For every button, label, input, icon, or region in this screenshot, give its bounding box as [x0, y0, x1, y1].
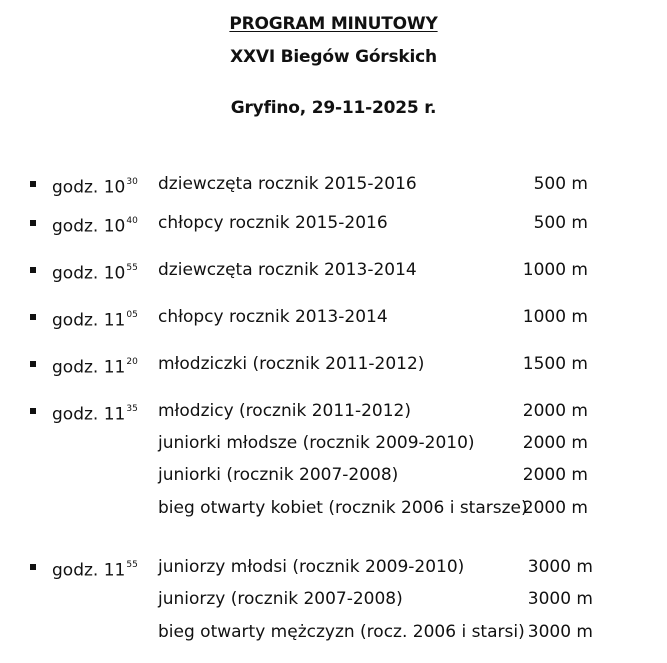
bullet-icon	[30, 267, 36, 273]
distance: 3000 m	[527, 557, 593, 577]
distance: 1000 m	[522, 307, 588, 327]
schedule-row	[0, 258, 667, 282]
category: młodzicy (rocznik 2011-2012)	[158, 401, 411, 421]
category: juniorzy (rocznik 2007-2008)	[158, 589, 403, 609]
category: bieg otwarty mężczyzn (rocz. 2006 i starsi)	[158, 622, 525, 642]
distance: 2000 m	[522, 465, 588, 485]
bullet-icon	[30, 361, 36, 367]
schedule-row	[0, 587, 667, 611]
start-time: godz. $11^{05}$	[52, 310, 138, 331]
distance: 3000 m	[527, 622, 593, 642]
category: dziewczęta rocznik 2015-2016	[158, 174, 417, 194]
category: młodziczki (rocznik 2011-2012)	[158, 354, 425, 374]
distance: 2000 m	[522, 498, 588, 518]
distance: 500 m	[533, 213, 588, 233]
start-time: godz. $11^{55}$	[52, 560, 138, 581]
bullet-icon	[30, 564, 36, 570]
distance: 1000 m	[522, 260, 588, 280]
category: bieg otwarty kobiet (rocznik 2006 i starsze)	[158, 498, 528, 518]
start-time: godz. $11^{35}$	[52, 404, 138, 425]
schedule-row	[0, 496, 667, 520]
document-title: PROGRAM MINUTOWY	[229, 14, 438, 34]
distance: 2000 m	[522, 401, 588, 421]
schedule-row	[0, 352, 667, 376]
distance: 2000 m	[522, 433, 588, 453]
distance: 3000 m	[527, 589, 593, 609]
bullet-icon	[30, 181, 36, 187]
schedule-row	[0, 555, 667, 579]
schedule-row	[0, 463, 667, 487]
category: dziewczęta rocznik 2013-2014	[158, 260, 417, 280]
distance: 1500 m	[522, 354, 588, 374]
start-time: godz. $10^{55}$	[52, 263, 138, 284]
distance: 500 m	[533, 174, 588, 194]
bullet-icon	[30, 314, 36, 320]
category: chłopcy rocznik 2013-2014	[158, 307, 388, 327]
schedule-row	[0, 172, 667, 196]
place-and-date: Gryfino, 29-11-2025 r.	[230, 98, 437, 118]
schedule-row	[0, 399, 667, 423]
schedule-row	[0, 211, 667, 235]
bullet-icon	[30, 220, 36, 226]
schedule-row	[0, 305, 667, 329]
event-name: XXVI Biegów Górskich	[230, 47, 437, 67]
bullet-icon	[30, 408, 36, 414]
category: juniorki (rocznik 2007-2008)	[158, 465, 399, 485]
start-time: godz. $10^{40}$	[52, 216, 138, 237]
category: juniorzy młodsi (rocznik 2009-2010)	[158, 557, 465, 577]
start-time: godz. $10^{30}$	[52, 177, 138, 198]
category: juniorki młodsze (rocznik 2009-2010)	[158, 433, 475, 453]
schedule-row	[0, 620, 667, 644]
category: chłopcy rocznik 2015-2016	[158, 213, 388, 233]
schedule-row	[0, 431, 667, 455]
start-time: godz. $11^{20}$	[52, 357, 138, 378]
